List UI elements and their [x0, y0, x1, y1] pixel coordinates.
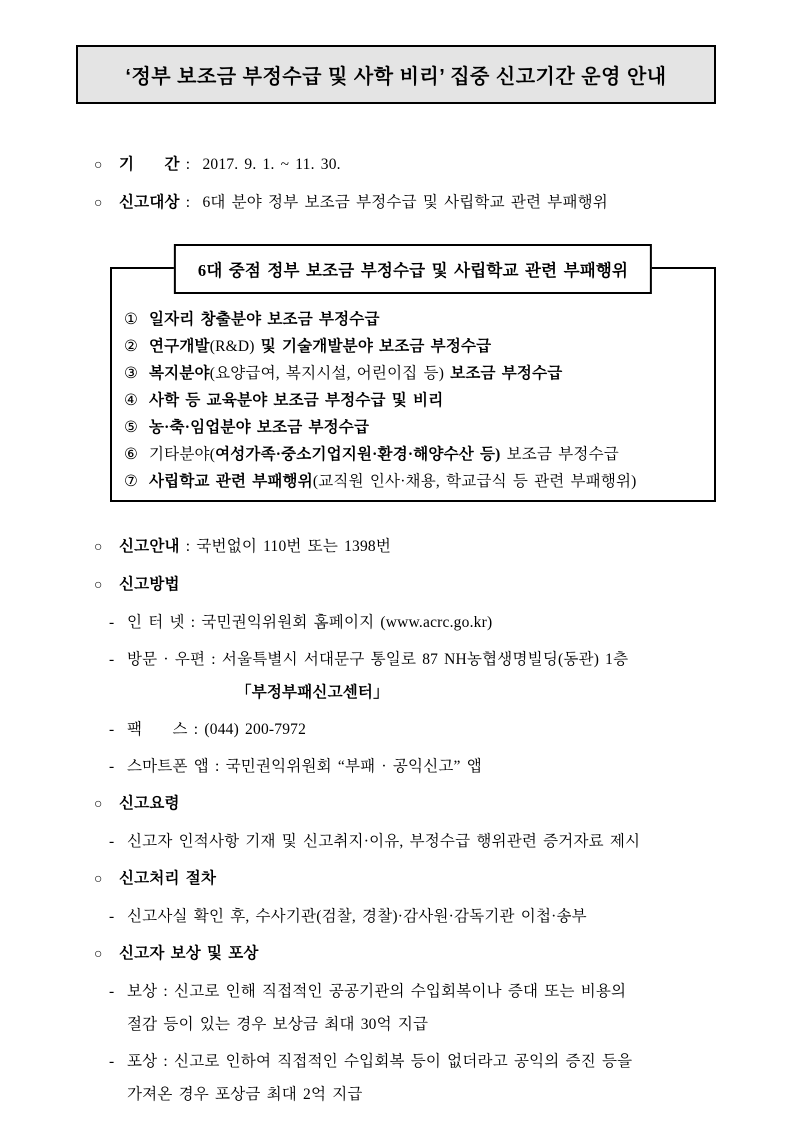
- reward-posang-content: [127, 1051, 716, 1106]
- reward-bosang-row: [109, 981, 716, 1036]
- circled-number-icon: ①: [124, 311, 139, 328]
- six-focus-areas-box: [110, 261, 716, 502]
- dash-bullet-icon: -: [109, 1053, 115, 1070]
- reward-bosang-content: [127, 981, 716, 1036]
- colon-separator: :: [179, 538, 197, 555]
- target-value: 6대 분야 정부 보조금 부정수급 및 사립학교 관련 부패행위: [202, 194, 608, 211]
- process-item-row: [109, 906, 716, 928]
- document-body: [76, 154, 716, 1106]
- method-visit-mail-row: [109, 649, 716, 704]
- circle-bullet-icon: ○: [94, 797, 103, 812]
- method-internet-label: 인 터 넷: [127, 614, 185, 631]
- list-item: [124, 471, 704, 492]
- list-item-text: 일자리 창출분야 보조금 부정수급: [149, 311, 380, 328]
- method-fax-label: 팩 스: [127, 721, 188, 738]
- list-item: [124, 336, 704, 357]
- period-label: 기 간: [119, 156, 180, 173]
- period-row: [94, 154, 716, 177]
- reward-bosang-line2: 절감 등이 있는 경우 보상금 최대 30억 지급: [127, 1016, 429, 1033]
- circle-bullet-icon: ○: [94, 196, 103, 211]
- colon-separator: :: [179, 194, 203, 211]
- target-row: [94, 192, 716, 215]
- guide-label: 신고안내: [119, 538, 180, 555]
- target-label: 신고대상: [119, 194, 180, 211]
- reward-posang-row: [109, 1051, 716, 1106]
- circle-bullet-icon: ○: [94, 872, 103, 887]
- title-banner: [76, 45, 716, 104]
- dash-bullet-icon: -: [109, 614, 115, 631]
- circle-bullet-icon: ○: [94, 947, 103, 962]
- process-label: 신고처리 절차: [119, 870, 217, 887]
- list-item: [124, 363, 704, 384]
- circled-number-icon: ⑤: [124, 419, 139, 436]
- method-app-value: 국민권익위원회 “부패 · 공익신고” 앱: [225, 758, 482, 775]
- dash-bullet-icon: -: [109, 651, 115, 668]
- method-visit-mail-value: 서울특별시 서대문구 통일로 87 NH농협생명빌딩(동관) 1층: [221, 651, 629, 668]
- method-app-content: [127, 756, 716, 778]
- tips-header-row: [94, 793, 716, 816]
- method-internet-value: 국민권익위원회 홈페이지 (www.acrc.go.kr): [201, 614, 493, 631]
- circle-bullet-icon: ○: [94, 158, 103, 173]
- method-fax-content: [127, 719, 716, 741]
- list-item-text: 복지분야(요양급여, 복지시설, 어린이집 등) 보조금 부정수급: [149, 365, 563, 382]
- method-app-row: [109, 756, 716, 778]
- list-item: [124, 417, 704, 438]
- dash-bullet-icon: -: [109, 908, 115, 925]
- dash-bullet-icon: -: [109, 983, 115, 1000]
- six-focus-areas-box-title: 6대 중점 정부 보조금 부정수급 및 사립학교 관련 부패행위: [174, 244, 652, 294]
- list-item-text: 농·축·임업분야 보조금 부정수급: [149, 419, 370, 436]
- method-internet-content: [127, 612, 716, 634]
- list-item-text: 사립학교 관련 부패행위(교직원 인사·채용, 학교급식 등 관련 부패행위): [149, 473, 637, 490]
- reward-posang-line2: 가져온 경우 포상금 최대 2억 지급: [127, 1086, 363, 1103]
- method-visit-mail-label: 방문 · 우편: [127, 651, 206, 668]
- list-item-text: 사학 등 교육분야 보조금 부정수급 및 비리: [149, 392, 444, 409]
- dash-bullet-icon: -: [109, 758, 115, 775]
- guide-row: [94, 536, 716, 559]
- colon-separator: :: [157, 983, 175, 1000]
- list-item-text: 기타분야(여성가족·중소기업지원·환경·해양수산 등) 보조금 부정수급: [149, 446, 619, 463]
- method-app-label: 스마트폰 앱: [127, 758, 209, 775]
- tips-item-row: [109, 831, 716, 853]
- colon-separator: :: [157, 1053, 175, 1070]
- list-item: [124, 309, 704, 330]
- reward-posang-line1: 신고로 인하여 직접적인 수입회복 등이 없더라고 공익의 증진 등을: [174, 1053, 633, 1070]
- reward-posang-label: 포상: [127, 1053, 158, 1070]
- circled-number-icon: ③: [124, 365, 139, 382]
- dash-bullet-icon: -: [109, 833, 115, 850]
- document-title: ‘정부 보조금 부정수급 및 사학 비리’ 집중 신고기간 운영 안내: [125, 66, 667, 88]
- method-label: 신고방법: [119, 576, 180, 593]
- colon-separator: :: [179, 156, 203, 173]
- reward-label: 신고자 보상 및 포상: [119, 945, 259, 962]
- colon-separator: :: [187, 721, 205, 738]
- method-fax-value: (044) 200-7972: [204, 721, 307, 738]
- process-header-row: [94, 868, 716, 891]
- method-header-row: [94, 574, 716, 597]
- circle-bullet-icon: ○: [94, 540, 103, 555]
- reward-bosang-line1: 신고로 인해 직접적인 공공기관의 수입회복이나 증대 또는 비용의: [174, 983, 627, 1000]
- list-item-text: 연구개발(R&D) 및 기술개발분야 보조금 부정수급: [149, 338, 492, 355]
- dash-bullet-icon: -: [109, 721, 115, 738]
- method-internet-row: [109, 612, 716, 634]
- report-center-name: 「부정부패신고센터」: [236, 684, 389, 701]
- method-visit-mail-content: [127, 649, 716, 704]
- circled-number-icon: ②: [124, 338, 139, 355]
- list-item: [124, 390, 704, 411]
- colon-separator: :: [205, 651, 222, 668]
- method-fax-row: [109, 719, 716, 741]
- circled-number-icon: ④: [124, 392, 139, 409]
- circle-bullet-icon: ○: [94, 578, 103, 593]
- circled-number-icon: ⑦: [124, 473, 139, 490]
- colon-separator: :: [208, 758, 226, 775]
- process-item-text: 신고사실 확인 후, 수사기관(검찰, 경찰)·감사원·감독기관 이첩·송부: [127, 908, 587, 925]
- list-item: [124, 444, 704, 465]
- circled-number-icon: ⑥: [124, 446, 139, 463]
- reward-header-row: [94, 943, 716, 966]
- reward-bosang-label: 보상: [127, 983, 158, 1000]
- guide-value: 국번없이 110번 또는 1398번: [196, 538, 392, 555]
- colon-separator: :: [184, 614, 202, 631]
- period-value: 2017. 9. 1. ~ 11. 30.: [202, 156, 341, 173]
- tips-label: 신고요령: [119, 795, 180, 812]
- tips-item-text: 신고자 인적사항 기재 및 신고취지·이유, 부정수급 행위관련 증거자료 제시: [127, 833, 641, 850]
